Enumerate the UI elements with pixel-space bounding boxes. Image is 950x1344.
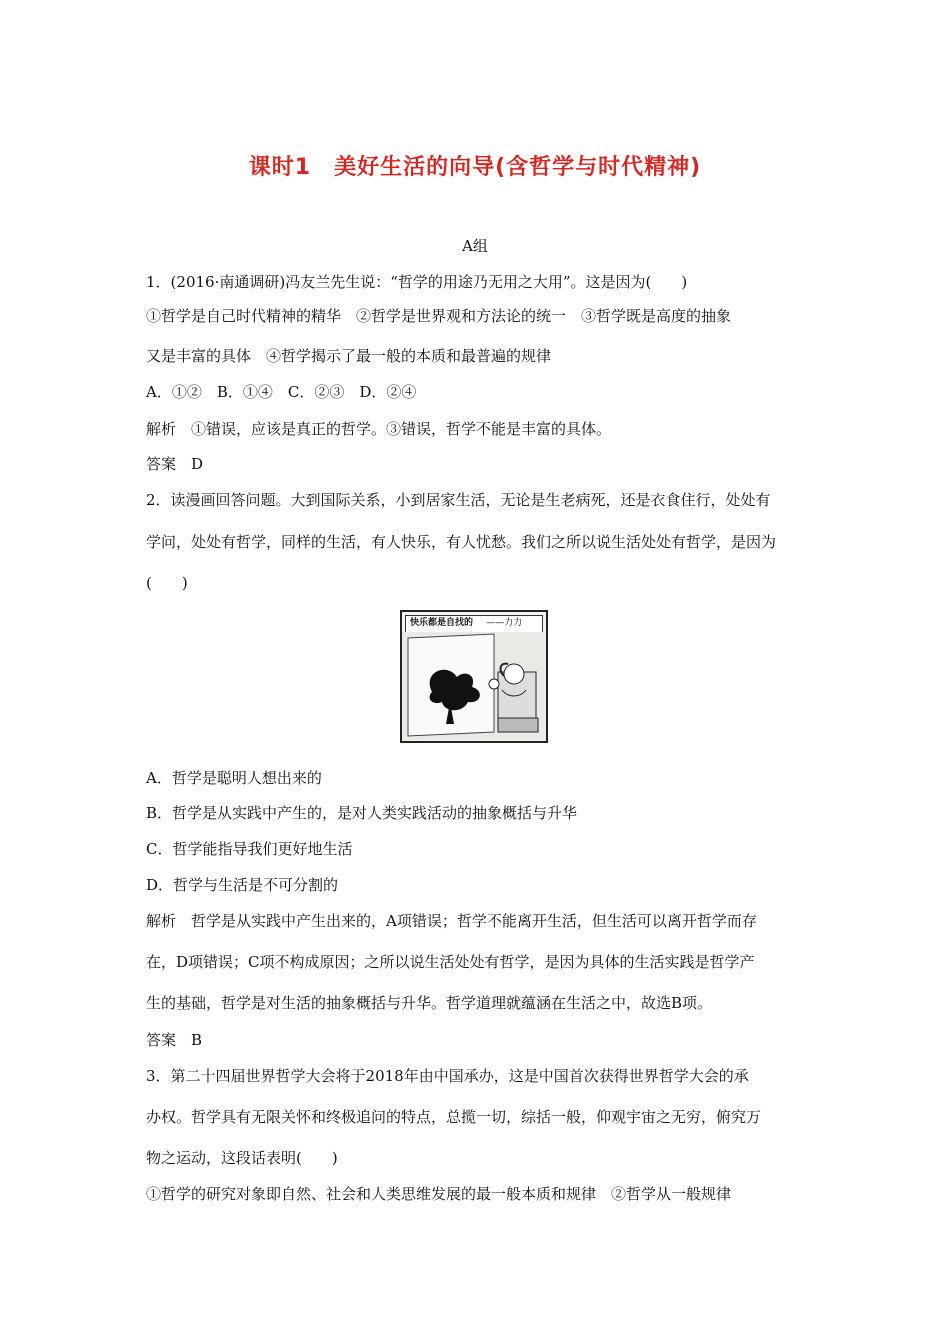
text-line: ①哲学的研究对象即自然、社会和人类思维发展的最一般本质和规律 ②哲学从一般规律	[146, 1185, 732, 1203]
text-line: 又是丰富的具体 ④哲学揭示了最一般的本质和最普遍的规律	[146, 347, 552, 365]
page-title: 课时1 美好生活的向导(含哲学与时代精神)	[248, 155, 702, 180]
text-line: 解析 哲学是从实践中产生出来的，A项错误；哲学不能离开生活，但生活可以离开哲学而存	[146, 912, 757, 930]
text-line: 解析 ①错误，应该是真正的哲学。③错误，哲学不能是丰富的具体。	[146, 420, 612, 438]
text-line: ①哲学是自己时代精神的精华 ②哲学是世界观和方法论的统一 ③哲学既是高度的抽象	[146, 307, 732, 325]
text-line: 1．(2016·南通调研)冯友兰先生说：“哲学的用途乃无用之大用”。这是因为( )	[146, 273, 688, 291]
text-line: 生的基础，哲学是对生活的抽象概括与升华。哲学道理就蕴涵在生活之中，故选B项。	[146, 994, 713, 1012]
text-line: 物之运动，这段话表明( )	[146, 1149, 338, 1167]
option-d: D．哲学与生活是不可分割的	[146, 876, 339, 894]
text-line: 答案 B	[146, 1031, 203, 1049]
text-line: 学问，处处有哲学，同样的生活，有人快乐，有人忧愁。我们之所以说生活处处有哲学，是因为	[146, 533, 777, 551]
group-label: A组	[462, 237, 488, 255]
cartoon-caption	[405, 615, 543, 633]
cartoon-caption-text: 快乐都是自找的	[410, 618, 474, 628]
text-line: ( )	[146, 574, 188, 592]
text-line: 答案 D	[146, 455, 204, 473]
option-c: C．哲学能指导我们更好地生活	[146, 840, 353, 858]
option-a: A．哲学是聪明人想出来的	[146, 769, 322, 787]
cartoon-drawing	[402, 632, 546, 740]
text-line: 2．读漫画回答问题。大到国际关系，小到居家生活，无论是生老病死，还是衣食住行，处处有	[146, 491, 771, 509]
text-line: 在，D项错误；C项不构成原因；之所以说生活处处有哲学，是因为具体的生活实践是哲学产	[146, 953, 755, 971]
text-line: A．①② B．①④ C．②③ D．②④	[146, 383, 417, 401]
cartoon-author: ——力力	[486, 618, 523, 628]
cartoon-figure	[400, 610, 548, 743]
text-line: 3．第二十四届世界哲学大会将于2018年由中国承办，这是中国首次获得世界哲学大会的承	[146, 1067, 749, 1085]
text-line: 办权。哲学具有无限关怀和终极追问的特点，总揽一切，综括一般，仰观宇宙之无穷，俯究万	[146, 1108, 762, 1126]
option-b: B．哲学是从实践中产生的，是对人类实践活动的抽象概括与升华	[146, 804, 578, 822]
